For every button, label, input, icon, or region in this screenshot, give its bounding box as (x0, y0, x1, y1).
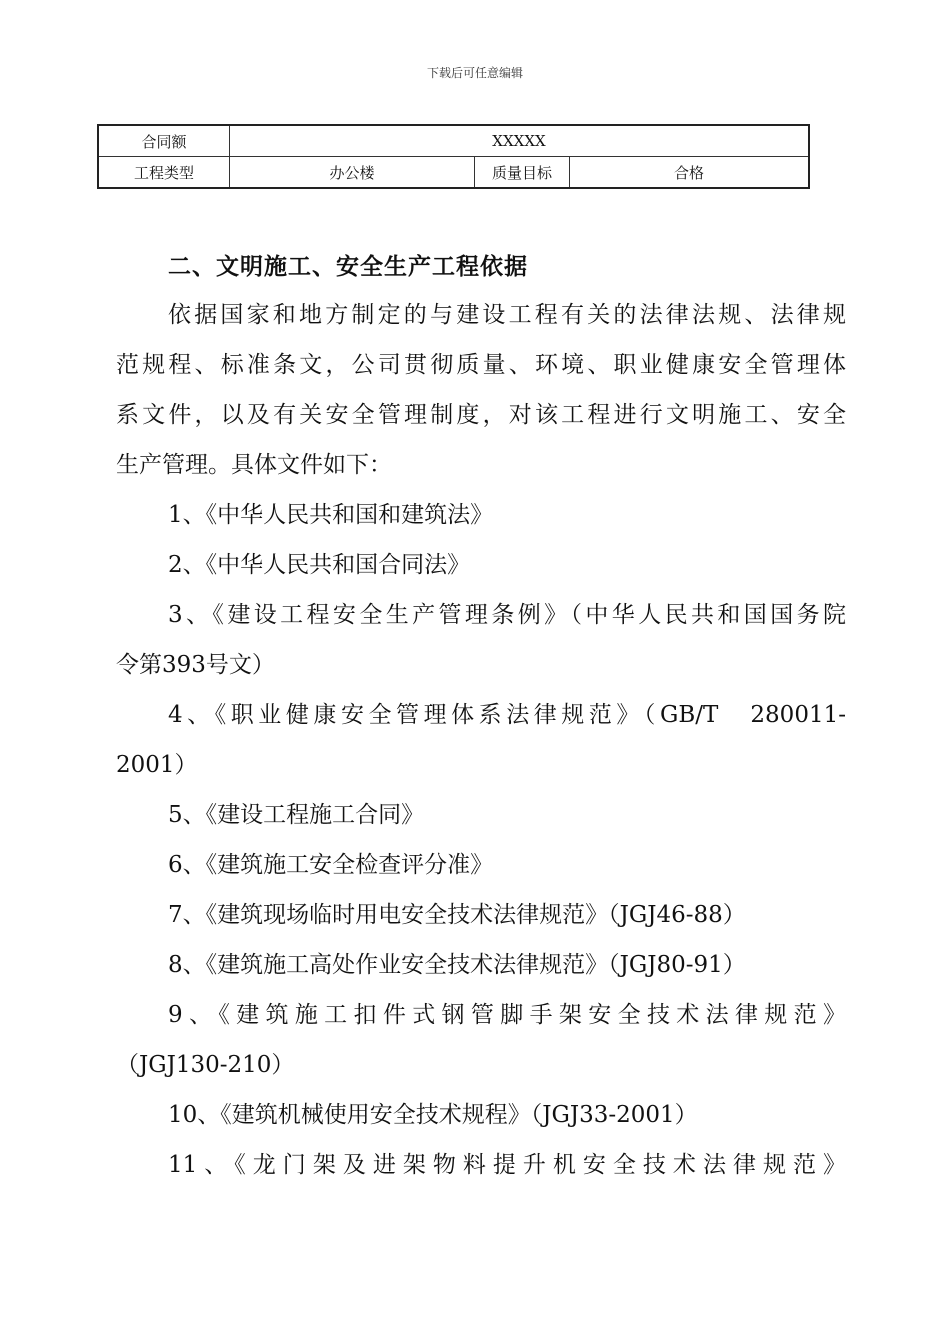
list-item: 7、《建筑现场临时用电安全技术法律规范》（JGJ46-88） (168, 902, 746, 928)
list-item-continuation: （JGJ130-210） (116, 1052, 295, 1078)
type-value: 办公楼 (230, 157, 475, 189)
intro-line: 生产管理。具体文件如下： (116, 452, 392, 478)
quality-value: 合格 (570, 157, 810, 189)
project-info-table (97, 124, 810, 189)
list-item: 2、《中华人民共和国合同法》 (168, 552, 471, 578)
list-item: 11、《龙门架及进架物料提升机安全技术法律规范》 (168, 1152, 846, 1178)
intro-line: 系文件，以及有关安全管理制度，对该工程进行文明施工、安全 (116, 402, 846, 428)
list-item: 9、《建筑施工扣件式钢管脚手架安全技术法律规范》 (168, 1002, 846, 1028)
intro-line: 范规程、标准条文，公司贯彻质量、环境、职业健康安全管理体 (116, 352, 846, 378)
contract-label: 合同额 (98, 125, 230, 157)
table-row (98, 125, 809, 157)
page-header-note: 下载后可任意编辑 (426, 66, 523, 80)
list-item: 10、《建筑机械使用安全技术规程》（JGJ33-2001） (168, 1102, 698, 1128)
document-body (116, 290, 846, 1190)
quality-label: 质量目标 (475, 157, 570, 189)
list-item: 4、《职业健康安全管理体系法律规范》（GB/T 280011- (168, 702, 846, 728)
list-item: 8、《建筑施工高处作业安全技术法律规范》（JGJ80-91） (168, 952, 746, 978)
list-item: 1、《中华人民共和国和建筑法》 (168, 502, 494, 528)
contract-value: XXXXX (230, 125, 810, 157)
list-item: 3、《建设工程安全生产管理条例》（中华人民共和国国务院 (168, 602, 846, 628)
table-row (98, 157, 809, 189)
list-item: 6、《建筑施工安全检查评分准》 (168, 852, 494, 878)
list-item: 5、《建设工程施工合同》 (168, 802, 425, 828)
section-heading: 二、文明施工、安全生产工程依据 (168, 254, 528, 280)
type-label: 工程类型 (98, 157, 230, 189)
list-item-continuation: 2001） (116, 752, 198, 778)
intro-line: 依据国家和地方制定的与建设工程有关的法律法规、法律规 (168, 302, 846, 328)
list-item-continuation: 令第393号文） (116, 652, 275, 678)
